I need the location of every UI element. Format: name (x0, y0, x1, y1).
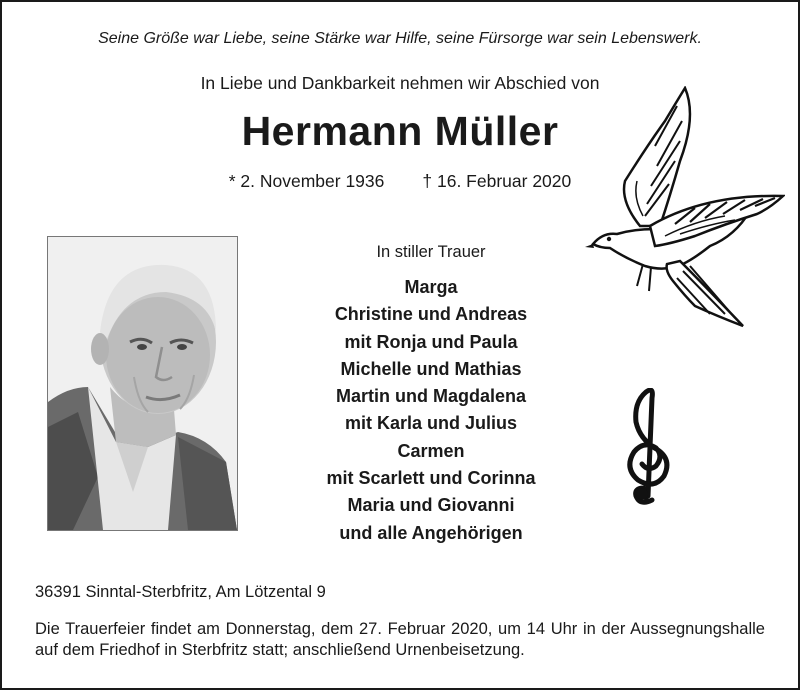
mourning-label: In stiller Trauer (376, 243, 486, 261)
mourner-line: Christine und Andreas (334, 304, 528, 325)
mourner-line: Carmen (397, 440, 465, 461)
birth-date: * 2. November 1936 (228, 171, 385, 191)
portrait-photo (47, 236, 238, 531)
deceased-name: Hermann Müller (241, 108, 559, 154)
mourner-line: mit Scarlett und Corinna (326, 468, 536, 489)
death-date: † 16. Februar 2020 (422, 171, 572, 191)
mourner-line: Martin und Magdalena (335, 386, 526, 407)
funeral-service-info: Die Trauerfeier findet am Donnerstag, dem 27. Februar 2020, um 14 Uhr in der Aussegnungshalle auf dem Friedhof in Sterbfritz statt; anschließend Urnenbeisetzung. (35, 620, 765, 659)
mourner-line: und alle Angehörigen (339, 522, 523, 543)
mourner-line: mit Karla und Julius (344, 413, 518, 434)
mourners-list (272, 274, 590, 547)
intro-line: In Liebe und Dankbarkeit nehmen wir Abschied von (200, 73, 600, 93)
dove-icon (585, 86, 785, 331)
motto: Seine Größe war Liebe, seine Stärke war Hilfe, seine Fürsorge war sein Lebenswerk. (98, 30, 702, 47)
mourner-line: mit Ronja und Paula (344, 331, 518, 352)
treble-clef-icon (618, 388, 678, 508)
mourner-line: Maria und Giovanni (347, 495, 515, 516)
address: 36391 Sinntal-Sterbfritz, Am Lötzental 9 (35, 583, 326, 601)
mourner-line: Michelle und Mathias (340, 358, 522, 379)
mourner-line: Marga (404, 277, 458, 297)
